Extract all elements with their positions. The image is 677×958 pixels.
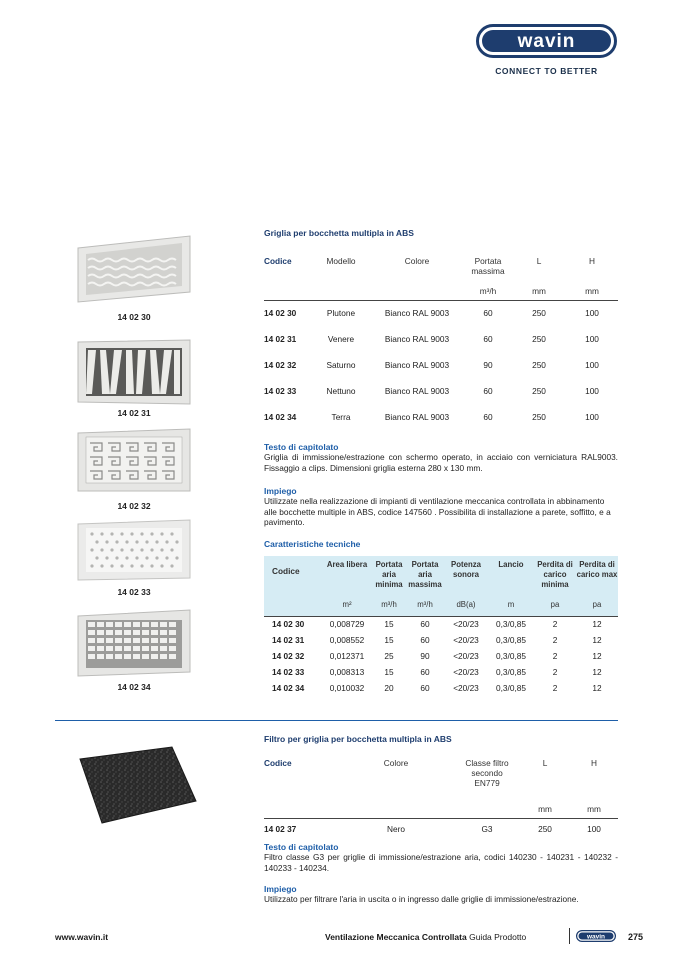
image-code: 14 02 30 <box>117 312 151 322</box>
cell-modello: Venere <box>327 334 355 344</box>
cell-classe: G3 <box>481 824 493 835</box>
cell-portata: 60 <box>483 412 493 422</box>
impiego-title: Impiego <box>264 884 297 894</box>
unit-portata: m³/h <box>479 286 497 296</box>
footer-doc-title <box>325 932 526 942</box>
table-row <box>264 818 618 840</box>
tech-cell: <20/23 <box>453 667 479 677</box>
tech-col: Portata aria massima <box>408 560 442 589</box>
cell-l: 250 <box>532 386 546 396</box>
cell-portata: 60 <box>483 334 493 344</box>
table-row <box>264 300 618 326</box>
tech-unit: m <box>507 600 515 609</box>
cell-colore: Bianco RAL 9003 <box>384 308 450 319</box>
logo-text: wavin <box>517 31 576 52</box>
cell-h: 100 <box>585 386 599 396</box>
cell-h: 100 <box>585 360 599 370</box>
capitolato-text: Filtro classe G3 per griglie di immissione/estrazione aria, codici 140230 - 140231 - 140232 - 140233 - 140234. <box>264 852 618 873</box>
image-code: 14 02 32 <box>117 501 151 511</box>
cell-colore: Bianco RAL 9003 <box>384 412 450 422</box>
tagline: CONNECT TO BETTER <box>495 66 598 76</box>
cell-modello: Saturno <box>326 360 356 370</box>
tech-unit: m² <box>342 600 352 609</box>
capitolato-title: Testo di capitolato <box>264 442 339 452</box>
footer-doc-normal: Guida Prodotto <box>469 932 527 942</box>
col-modello: Modello <box>326 256 356 266</box>
tech-cell: 60 <box>420 619 430 630</box>
col-l: L <box>536 256 542 266</box>
tech-cell: 0,3/0,85 <box>496 635 526 645</box>
cell-l: 250 <box>532 412 546 422</box>
tech-col: Area libera <box>326 560 368 569</box>
table-row <box>264 404 618 430</box>
cell-l: 250 <box>538 824 552 835</box>
tech-title: Caratteristiche tecniche <box>264 539 361 549</box>
tech-cell: 14 02 34 <box>272 683 305 693</box>
tech-cell: 0,3/0,85 <box>496 619 526 630</box>
tech-cell: 12 <box>592 683 602 693</box>
table-row <box>264 680 618 696</box>
tech-cell: 0,012371 <box>329 651 365 661</box>
cell-h: 100 <box>585 308 599 319</box>
col-colore: Colore <box>404 256 430 266</box>
tech-unit <box>264 600 322 616</box>
tech-cell: 14 02 32 <box>272 651 305 661</box>
grille-greek-icon <box>72 425 196 497</box>
tech-cell: 2 <box>552 635 558 645</box>
cell-colore: Bianco RAL 9003 <box>384 334 450 344</box>
impiego-text: Utilizzato per filtrare l'aria in uscita o in ingresso dalle griglie di immissione/estrazione. <box>264 894 579 904</box>
cell-code: 14 02 37 <box>264 824 297 835</box>
tech-cell: 2 <box>552 619 558 630</box>
tech-col: Lancio <box>498 560 524 569</box>
col-codice: Codice <box>264 758 292 768</box>
footer-doc-bold: Ventilazione Meccanica Controllata <box>325 932 467 942</box>
tech-cell: 25 <box>384 651 394 661</box>
cell-portata: 60 <box>483 386 493 396</box>
filter-table <box>264 758 618 840</box>
page-number: 275 <box>628 932 644 942</box>
tech-cell: <20/23 <box>453 619 479 630</box>
tech-cell: 60 <box>420 683 430 693</box>
cell-h: 100 <box>585 412 599 422</box>
tech-unit: m³/h <box>417 600 433 609</box>
tech-cell: 0,3/0,85 <box>496 683 526 693</box>
tech-cell: <20/23 <box>453 635 479 645</box>
tech-cell: 0,008313 <box>329 667 365 677</box>
cell-modello: Terra <box>331 412 351 422</box>
tech-unit: dB(a) <box>456 600 476 609</box>
tech-cell: 2 <box>552 651 558 661</box>
tech-cell: 12 <box>592 667 602 677</box>
capitolato-title: Testo di capitolato <box>264 842 339 852</box>
tech-col: Perdita di carico max <box>576 560 618 579</box>
tech-unit: m³/h <box>381 600 397 609</box>
cell-modello: Nettuno <box>326 386 356 396</box>
tech-cell: 90 <box>420 651 430 661</box>
product-table <box>264 256 618 430</box>
cell-code: 14 02 31 <box>264 334 297 344</box>
tech-cell: 0,010032 <box>329 683 365 693</box>
tech-cell: 14 02 30 <box>272 619 305 630</box>
tech-cell: 12 <box>592 635 602 645</box>
tech-cell: 60 <box>420 667 430 677</box>
tech-cell: <20/23 <box>453 651 479 661</box>
table-row <box>264 326 618 352</box>
footer-separator <box>569 928 570 944</box>
tech-cell: 12 <box>592 619 602 630</box>
image-code: 14 02 34 <box>117 682 151 692</box>
impiego-title: Impiego <box>264 486 297 496</box>
grille-leaf-icon <box>72 336 196 408</box>
table-row <box>264 648 618 664</box>
cell-h: 100 <box>587 824 601 835</box>
table-row <box>264 664 618 680</box>
tech-col: Potenza sonora <box>451 560 481 579</box>
tech-cell: 0,008552 <box>329 635 365 645</box>
cell-modello: Plutone <box>326 308 356 319</box>
table-row <box>264 378 618 404</box>
cell-l: 250 <box>532 308 546 319</box>
tech-unit: pa <box>592 600 602 609</box>
cell-l: 250 <box>532 360 546 370</box>
tech-col: Perdita di carico minima <box>537 560 573 589</box>
cell-portata: 60 <box>483 308 493 319</box>
tech-cell: 14 02 33 <box>272 667 305 677</box>
table-row <box>264 616 618 632</box>
unit-l: mm <box>538 804 552 814</box>
filter-pad-icon <box>76 745 200 825</box>
cell-colore: Bianco RAL 9003 <box>384 360 450 370</box>
section-divider <box>55 720 618 721</box>
tech-cell: 2 <box>552 683 558 693</box>
col-h: H <box>591 758 597 768</box>
tech-table <box>264 556 618 696</box>
unit-h: mm <box>585 286 599 296</box>
col-codice: Codice <box>264 256 292 266</box>
tech-cell: 12 <box>592 651 602 661</box>
tech-cell: 0,008729 <box>329 619 365 630</box>
cell-h: 100 <box>585 334 599 344</box>
image-code: 14 02 31 <box>117 408 151 418</box>
cell-code: 14 02 32 <box>264 360 297 370</box>
impiego-text: Utilizzate nella realizzazione di impianti di ventilazione meccanica controllata in abbinamento alle bocchette multiple in ABS, codice 147560 . Possibilita di installazione a parete, soffitto, e a pavimento. <box>264 496 611 527</box>
col-classe: Classe filtro secondo EN779 <box>465 758 509 788</box>
capitolato-text: Griglia di immissione/estrazione con schermo operato, in acciaio con verniciatura RAL9003. Fissaggio a clips. Dimensioni griglia esterna 280 x 130 mm. <box>264 452 618 473</box>
footer-url[interactable]: www.wavin.it <box>55 932 109 942</box>
tech-cell: 15 <box>384 619 394 630</box>
col-colore: Colore <box>383 758 409 768</box>
col-h: H <box>589 256 595 266</box>
col-l: L <box>542 758 548 768</box>
tech-col: Codice <box>272 566 300 576</box>
image-code: 14 02 33 <box>117 587 151 597</box>
tech-cell: 0,3/0,85 <box>496 667 526 677</box>
footer-wavin-logo <box>576 930 616 942</box>
cell-colore: Nero <box>387 824 405 835</box>
wavin-logo <box>476 24 617 58</box>
grille-mesh-icon <box>72 606 196 678</box>
tech-cell: 15 <box>384 667 394 677</box>
cell-colore: Bianco RAL 9003 <box>384 386 450 396</box>
footer-logo-text: wavin <box>586 933 606 941</box>
tech-cell: 2 <box>552 667 558 677</box>
cell-code: 14 02 33 <box>264 386 297 396</box>
cell-l: 250 <box>532 334 546 344</box>
col-portata: Portata massima <box>471 256 505 276</box>
table-row <box>264 632 618 648</box>
table-row <box>264 352 618 378</box>
unit-h: mm <box>587 804 601 814</box>
tech-cell: 20 <box>384 683 394 693</box>
tech-cell: 15 <box>384 635 394 645</box>
grille-dots-icon <box>72 518 196 584</box>
tech-cell: 14 02 31 <box>272 635 305 645</box>
cell-portata: 90 <box>483 360 493 370</box>
unit-l: mm <box>532 286 546 296</box>
section-title: Griglia per bocchetta multipla in ABS <box>264 228 414 238</box>
tech-cell: <20/23 <box>453 683 479 693</box>
tech-cell: 0,3/0,85 <box>496 651 526 661</box>
tech-col: Portata aria minima <box>375 560 403 589</box>
tech-cell: 60 <box>420 635 430 645</box>
tech-unit: pa <box>550 600 560 609</box>
cell-code: 14 02 30 <box>264 308 297 319</box>
grille-wave-icon <box>72 230 196 308</box>
section-title: Filtro per griglia per bocchetta multipla in ABS <box>264 734 452 744</box>
cell-code: 14 02 34 <box>264 412 297 422</box>
